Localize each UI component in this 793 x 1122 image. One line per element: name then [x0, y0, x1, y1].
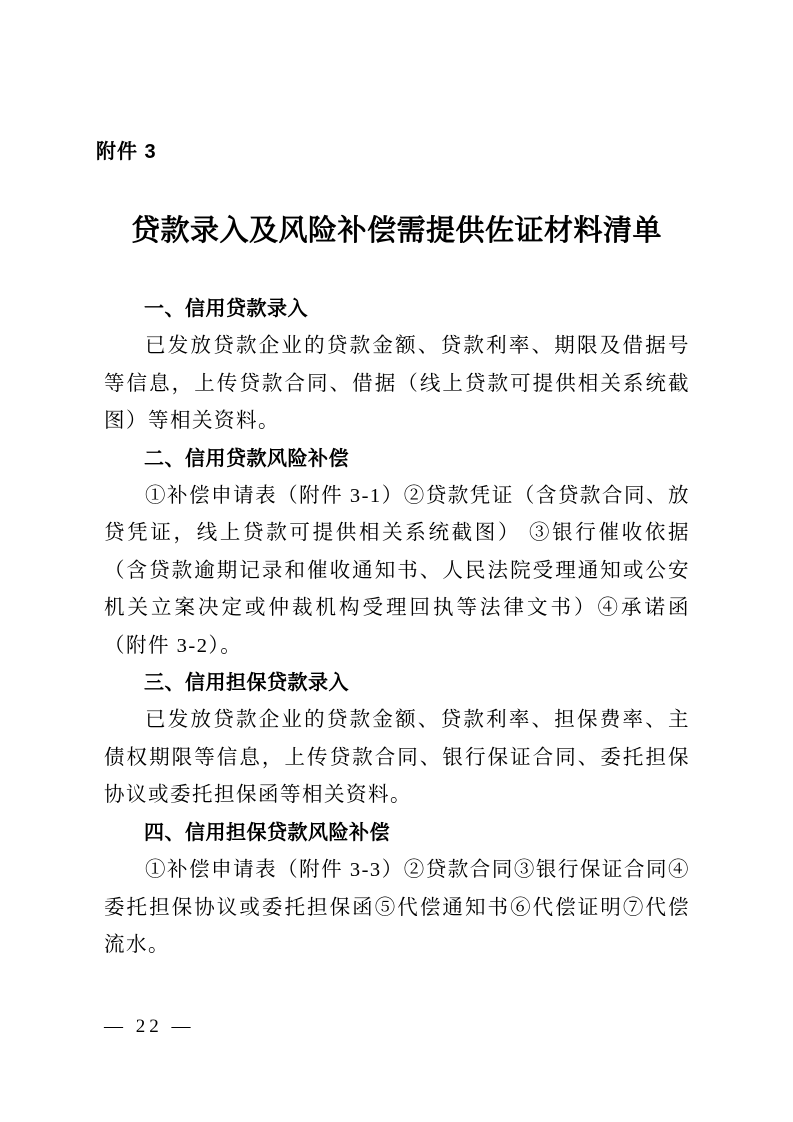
section-guaranteed-loan-risk-compensation [104, 815, 690, 965]
page-title: 贷款录入及风险补偿需提供佐证材料清单 [130, 215, 662, 247]
section-heading: 三、信用担保贷款录入 [144, 672, 349, 695]
section-heading: 一、信用贷款录入 [144, 298, 308, 320]
section-credit-loan-risk-compensation [104, 441, 690, 665]
attachment-label: 附件 3 [96, 141, 157, 163]
document-body [104, 291, 690, 964]
section-heading: 二、信用贷款风险补偿 [144, 447, 349, 470]
section-body: ①补偿申请表（附件 3-1）②贷款凭证（含贷款合同、放贷凭证，线上贷款可提供相关系统截图） ③银行催收依据（含贷款逾期记录和催收通知书、人民法院受理通知或公安机关立案决定或仲裁机构受理回执等法律文书）④承诺函（附件 3-2）。 [104, 485, 690, 657]
section-guaranteed-loan-entry [104, 665, 690, 815]
section-body: ①补偿申请表（附件 3-3）②贷款合同③银行保证合同④委托担保协议或委托担保函⑤代偿通知书⑥代偿证明⑦代偿流水。 [104, 859, 690, 956]
section-heading: 四、信用担保贷款风险补偿 [144, 821, 390, 844]
section-body: 已发放贷款企业的贷款金额、贷款利率、担保费率、主债权期限等信息，上传贷款合同、银行保证合同、委托担保协议或委托担保函等相关资料。 [104, 709, 690, 807]
section-body: 已发放贷款企业的贷款金额、贷款利率、期限及借据号等信息，上传贷款合同、借据（线上贷款可提供相关系统截图）等相关资料。 [104, 335, 690, 433]
page-number: — 22 — [104, 1016, 195, 1037]
section-credit-loan-entry [104, 291, 690, 441]
